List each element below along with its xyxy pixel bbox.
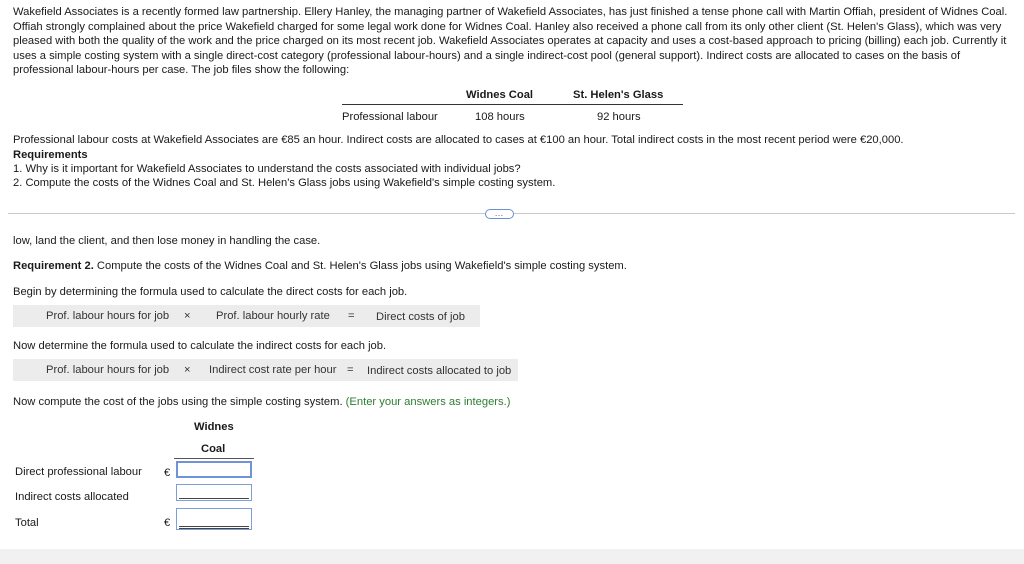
requirement-1: 1. Why is it important for Wakefield Associates to understand the costs associated with individual jobs? xyxy=(13,163,521,175)
compute-hint: (Enter your answers as integers.) xyxy=(342,396,511,408)
job-table-header-rule xyxy=(342,104,683,105)
job-col-st-helens-glass: St. Helen's Glass xyxy=(573,89,664,101)
requirement-2: 2. Compute the costs of the Widnes Coal and St. Helen's Glass jobs using Wakefield's simple costing system. xyxy=(13,177,556,189)
job-row-label: Professional labour xyxy=(342,111,438,123)
job-val-widnes: 108 hours xyxy=(475,111,525,123)
indirect-formula-term-b[interactable]: Indirect cost rate per hour xyxy=(209,364,337,376)
direct-cost-prompt: Begin by determining the formula used to calculate the direct costs for each job. xyxy=(13,286,408,298)
requirement-2-text: Compute the costs of the Widnes Coal and St. Helen's Glass jobs using Wakefield's simple costing system. xyxy=(93,260,627,272)
direct-formula-result[interactable]: Direct costs of job xyxy=(376,311,465,323)
direct-formula-term-b[interactable]: Prof. labour hourly rate xyxy=(216,310,330,322)
answer-col-header-line1: Widnes xyxy=(194,421,234,433)
indirect-cost-formula xyxy=(13,359,518,381)
requirement-2-label: Requirement 2. xyxy=(13,260,94,272)
footer-bar xyxy=(0,549,1024,564)
answer-header-rule xyxy=(174,458,254,459)
requirement-2-heading xyxy=(13,259,627,274)
direct-cost-formula xyxy=(13,305,480,327)
indirect-cost-prompt: Now determine the formula used to calculate the indirect costs for each job. xyxy=(13,340,387,352)
requirements-title: Requirements xyxy=(13,149,88,161)
problem-intro: Wakefield Associates is a recently formed law partnership. Ellery Hanley, the managing partner of Wakefield Associates, has just finished a tense phone call with Martin Offiah, president of Widnes Coal. Offiah strongly complained about the price Wakefield charged for some legal work done for Widnes Coal. Hanley also received a phone call from its only other client (St. Helen's Glass), which was very pleased with both the quality of the work and the price charged on its most recent job. Wakefield Associates operates at capacity and uses a cost-based approach to pricing (billing) each job. Currently it uses a simple costing system with a single direct-cost category (professional labour-hours) and a single indirect-cost pool (general support). Indirect costs are allocated to cases on the basis of professional labour-hours per case. The job files show the following: xyxy=(13,6,1008,77)
job-val-st-helens: 92 hours xyxy=(597,111,641,123)
answer-row-label: Indirect costs allocated xyxy=(15,491,129,503)
direct-formula-term-a[interactable]: Prof. labour hours for job xyxy=(46,310,170,322)
answer-col-header-line2: Coal xyxy=(201,443,226,455)
total-double-rule-top xyxy=(179,526,249,527)
direct-formula-equals: = xyxy=(348,310,355,322)
partial-answer-text: low, land the client, and then lose money in handling the case. xyxy=(13,235,321,247)
total-double-rule-bottom xyxy=(179,528,249,529)
compute-prompt xyxy=(13,395,510,410)
indirect-formula-result[interactable]: Indirect costs allocated to job xyxy=(367,365,512,377)
direct-formula-multiply: × xyxy=(184,310,191,322)
costs-text: Professional labour costs at Wakefield Associates are €85 an hour. Indirect costs are allocated to cases at €100 an hour. Total indirect costs in the most recent period were €20,000. xyxy=(13,134,904,146)
currency-symbol: € xyxy=(164,467,171,479)
subtotal-rule xyxy=(179,498,249,499)
indirect-formula-multiply: × xyxy=(184,364,191,376)
compute-prompt-text: Now compute the cost of the jobs using the simple costing system. xyxy=(13,396,343,408)
direct-labour-input[interactable] xyxy=(176,461,252,478)
currency-symbol: € xyxy=(164,517,171,529)
job-col-widnes-coal: Widnes Coal xyxy=(466,89,534,101)
answer-row-label: Direct professional labour xyxy=(15,466,142,478)
indirect-formula-term-a[interactable]: Prof. labour hours for job xyxy=(46,364,170,376)
expand-more-button[interactable]: … xyxy=(485,209,514,219)
total-cost-input[interactable] xyxy=(176,508,252,530)
indirect-formula-equals: = xyxy=(347,364,354,376)
answer-row-label: Total xyxy=(15,517,39,529)
indirect-costs-input[interactable] xyxy=(176,484,252,501)
